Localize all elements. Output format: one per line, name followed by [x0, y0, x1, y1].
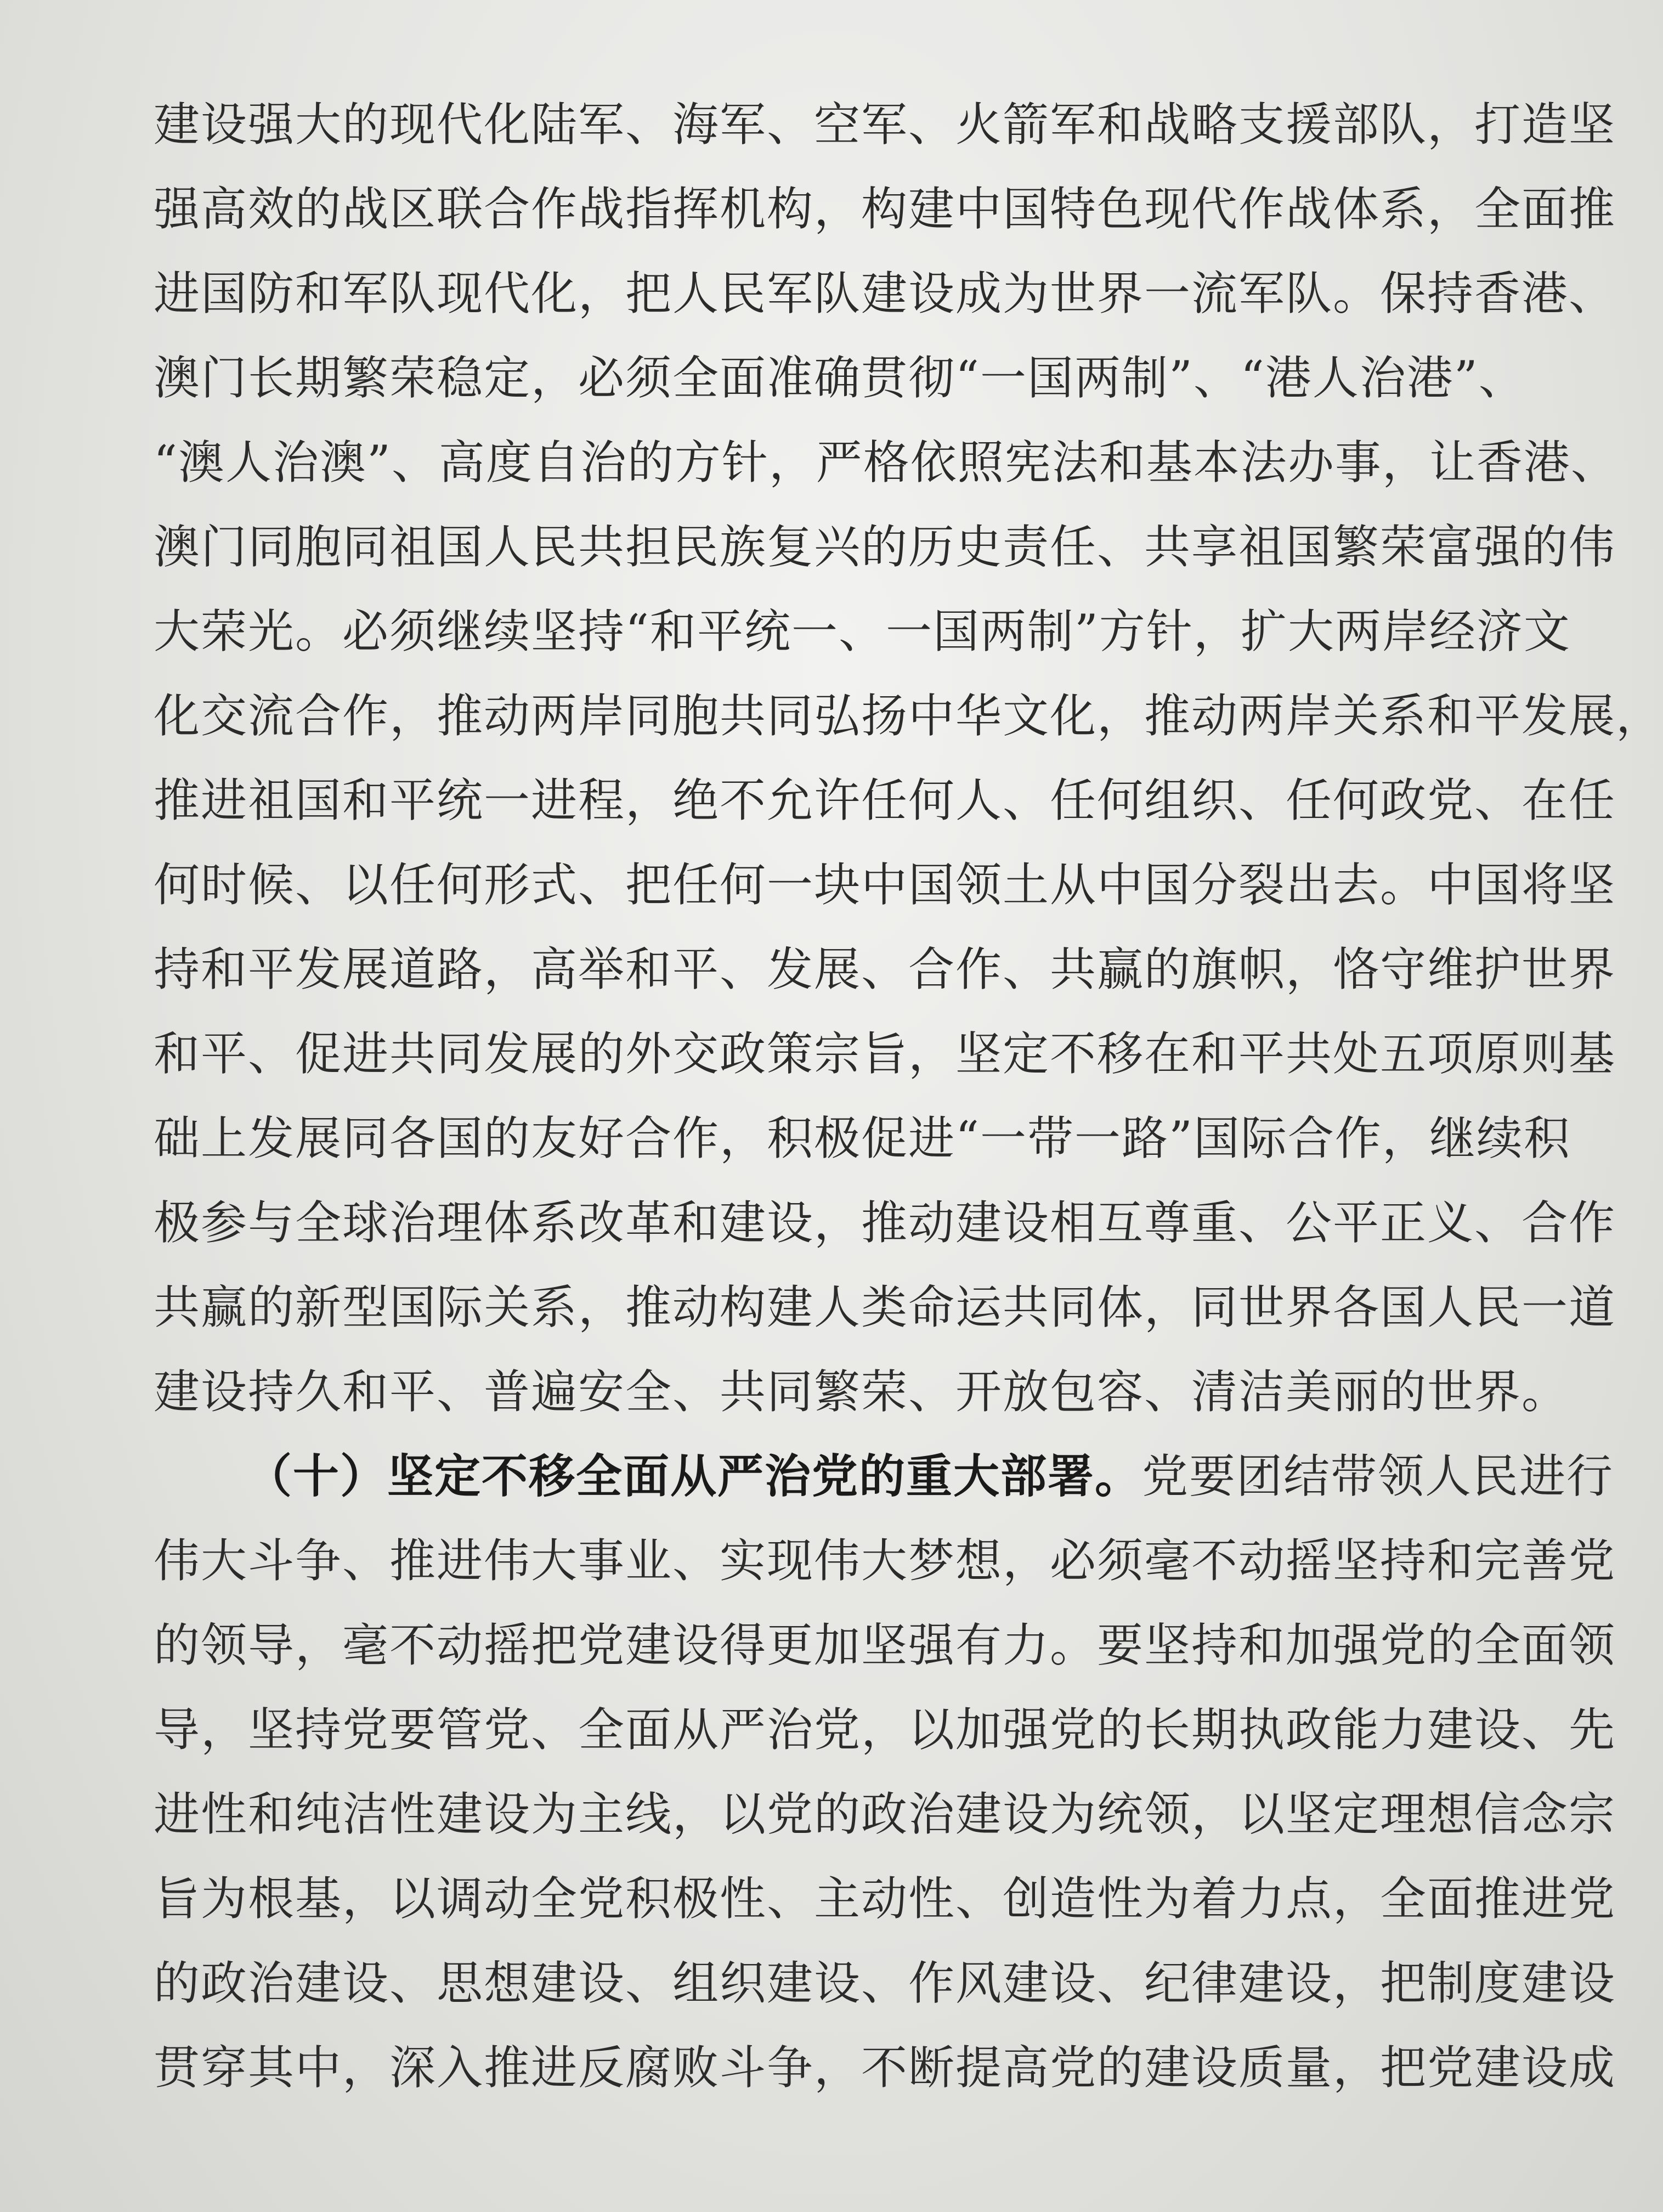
text-segment: 党要团结带领人民进行	[1142, 1449, 1614, 1503]
text-line: 极参与全球治理体系改革和建设，推动建设相互尊重、公平正义、合作	[154, 1196, 1616, 1250]
text-line: 化交流合作，推动两岸同胞共同弘扬中华文化，推动两岸关系和平发展，	[154, 689, 1663, 743]
text-line: “澳人治澳”、高度自治的方针，严格依照宪法和基本法办事，让香港、	[154, 436, 1618, 489]
text-line: 导，坚持党要管党、全面从严治党，以加强党的长期执政能力建设、先	[154, 1703, 1616, 1757]
text-line: 澳门长期繁荣稳定，必须全面准确贯彻“一国两制”、“港人治港”、	[154, 351, 1526, 405]
text-line: 建设持久和平、普遍安全、共同繁荣、开放包容、清洁美丽的世界。	[154, 1365, 1569, 1419]
text-line: 推进祖国和平统一进程，绝不允许任何人、任何组织、任何政党、在任	[154, 774, 1616, 827]
paragraph-defense-foreign-affairs	[154, 82, 1663, 1434]
text-line: 澳门同胞同祖国人民共担民族复兴的历史责任、共享祖国繁荣富强的伟	[154, 520, 1616, 574]
paragraph-party-governance	[154, 1434, 1616, 2110]
text-line: 何时候、以任何形式、把任何一块中国领土从中国分裂出去。中国将坚	[154, 858, 1616, 912]
text-line: 强高效的战区联合作战指挥机构，构建中国特色现代作战体系，全面推	[154, 182, 1616, 236]
text-line: 进性和纯洁性建设为主线，以党的政治建设为统领，以坚定理想信念宗	[154, 1787, 1616, 1841]
text-line: 础上发展同各国的友好合作，积极促进“一带一路”国际合作，继续积	[154, 1111, 1571, 1165]
text-line: 旨为根基，以调动全党积极性、主动性、创造性为着力点，全面推进党	[154, 1872, 1616, 1926]
text-line: 的政治建设、思想建设、组织建设、作风建设、纪律建设，把制度建设	[154, 1956, 1616, 2010]
text-line: 伟大斗争、推进伟大事业、实现伟大梦想，必须毫不动摇坚持和完善党	[154, 1534, 1616, 1588]
text-line: 建设强大的现代化陆军、海军、空军、火箭军和战略支援部队，打造坚	[154, 98, 1616, 151]
text-line: 大荣光。必须继续坚持“和平统一、一国两制”方针，扩大两岸经济文	[154, 605, 1571, 658]
section-heading: （十）坚定不移全面从严治党的重大部署。	[246, 1449, 1142, 1503]
text-line: 贯穿其中，深入推进反腐败斗争，不断提高党的建设质量，把党建设成	[154, 2041, 1616, 2095]
text-line: 共赢的新型国际关系，推动构建人类命运共同体，同世界各国人民一道	[154, 1280, 1616, 1334]
text-line: 进国防和军队现代化，把人民军队建设成为世界一流军队。保持香港、	[154, 267, 1616, 320]
text-line: 持和平发展道路，高举和平、发展、合作、共赢的旗帜，恪守维护世界	[154, 943, 1616, 996]
document-page	[154, 82, 1663, 2167]
text-line: 的领导，毫不动摇把党建设得更加坚强有力。要坚持和加强党的全面领	[154, 1618, 1616, 1672]
text-line	[154, 1434, 1614, 1519]
text-line: 和平、促进共同发展的外交政策宗旨，坚定不移在和平共处五项原则基	[154, 1027, 1616, 1081]
